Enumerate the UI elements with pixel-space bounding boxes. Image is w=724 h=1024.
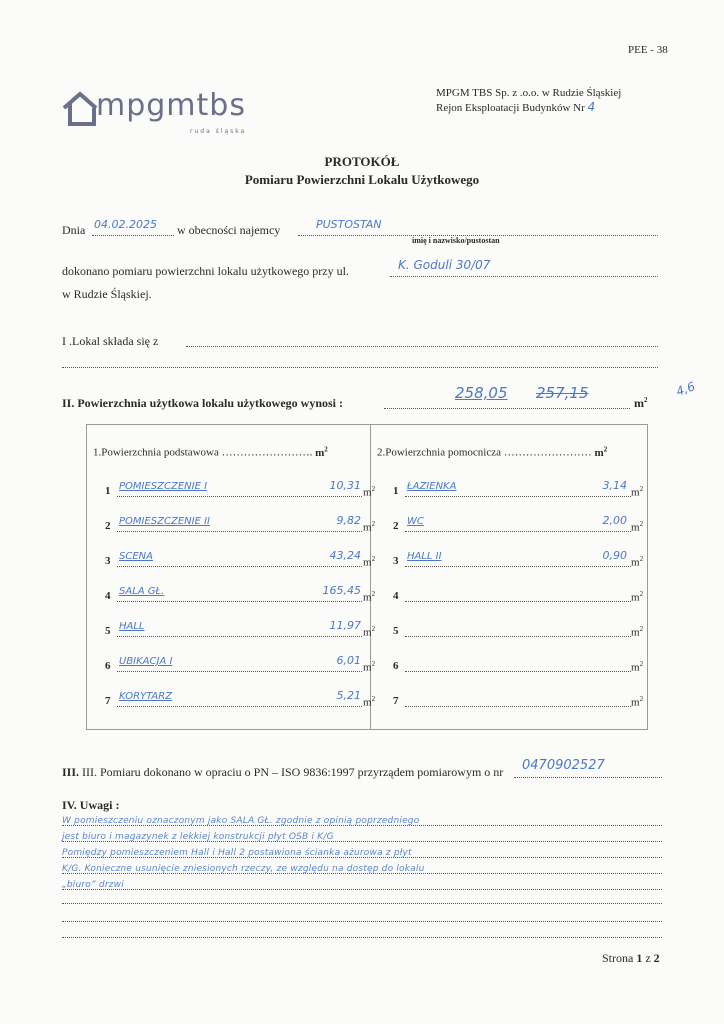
row-number: 5	[393, 625, 399, 637]
doc-title: PROTOKÓŁ	[324, 154, 400, 169]
basic_area-row	[105, 586, 383, 606]
room-area: 9,82	[336, 514, 361, 527]
aux_area-row	[393, 621, 651, 641]
logo-subtext: ruda śląska	[190, 128, 247, 135]
measure-label: dokonano pomiaru powierzchni lokalu użytkowego przy ul.	[62, 264, 349, 278]
room-area: 6,01	[336, 654, 361, 667]
basic_area-row	[105, 551, 383, 571]
row-number: 5	[105, 625, 111, 637]
row-number: 3	[105, 555, 111, 567]
area-unit: $m^2$	[631, 590, 644, 604]
aux_area-row	[393, 516, 651, 536]
doc-subtitle: Pomiaru Powierzchni Lokalu Użytkowego	[244, 172, 480, 187]
room-name: ŁAZIENKA	[407, 481, 457, 492]
struck-area-value: 257,15	[536, 384, 589, 402]
room-area: 11,97	[329, 619, 361, 632]
area-unit: $m^2$	[631, 625, 644, 639]
remark-line: Pomiędzy pomieszczeniem Hall i Hall 2 postawiona ścianka ażurowa z płyt	[62, 844, 662, 858]
tenant-value: PUSTOSTAN	[316, 218, 382, 231]
row-number: 1	[105, 485, 111, 497]
area-unit: $m^2$	[631, 520, 644, 534]
aux-area-header: 2.Powierzchnia pomocnicza …………………… $m^2$	[377, 445, 608, 459]
row-number: 4	[105, 590, 111, 602]
area-table	[86, 424, 648, 730]
room-name: UBIKACJA I	[119, 656, 173, 667]
total-area-value: 258,05	[455, 384, 508, 402]
aux_area-row	[393, 691, 651, 711]
room-name: HALL II	[407, 551, 442, 562]
row-number: 4	[393, 590, 399, 602]
aux_area-row	[393, 551, 651, 571]
remark-line: W pomieszczeniu oznaczonym jako SALA GŁ. zgodnie z opinią poprzedniego	[62, 812, 662, 826]
row-number: 2	[393, 520, 399, 532]
street-value: K. Goduli 30/07	[398, 258, 491, 272]
row-number: 6	[393, 660, 399, 672]
room-name: SALA GŁ.	[119, 586, 165, 597]
room-name: WC	[407, 516, 424, 527]
basic_area-row	[105, 621, 383, 641]
room-area: 3,14	[602, 479, 627, 492]
area-unit: $m^2$	[363, 660, 376, 674]
area-unit: $m^2$	[631, 695, 644, 709]
aux_area-row	[393, 586, 651, 606]
section2-label: II. Powierzchnia użytkowa lokalu użytkowego wynosi :	[62, 396, 344, 410]
area-unit: $m^2$	[363, 485, 376, 499]
room-name: KORYTARZ	[119, 691, 173, 702]
room-area: 2,00	[602, 514, 627, 527]
area-unit: $m^2$	[363, 695, 376, 709]
section3-label: III. III. Pomiaru dokonano w opraciu o PN – ISO 9836:1997 przyrządem pomiarowym o nr	[62, 765, 504, 779]
aux_area-row	[393, 481, 651, 501]
logo	[60, 88, 260, 136]
row-number: 2	[105, 520, 111, 532]
area-unit: $m^2$	[363, 625, 376, 639]
room-name: POMIESZCZENIE II	[119, 516, 210, 527]
remark-line: jest biuro i magazynek z lekkiej konstrukcji płyt OSB i K/G	[62, 828, 662, 842]
form-code: PEE - 38	[628, 44, 668, 56]
room-name: POMIESZCZENIE I	[119, 481, 208, 492]
region-number: 4	[587, 100, 596, 114]
room-name: HALL	[119, 621, 145, 632]
basic_area-row	[105, 516, 383, 536]
area-unit: $m^2$	[363, 590, 376, 604]
total-area-unit: m	[634, 396, 644, 410]
area-unit: $m^2$	[631, 555, 644, 569]
day-label: Dnia	[62, 223, 86, 237]
area-unit: $m^2$	[363, 520, 376, 534]
presence-label: w obecności najemcy	[177, 223, 281, 237]
room-area: 43,24	[329, 549, 361, 562]
org-block	[436, 86, 621, 115]
remark-line: „biuro” drzwi	[62, 876, 662, 890]
page-indicator: Strona 1 z 2	[602, 951, 660, 965]
section1-label: I .Lokal składa się z	[62, 334, 159, 348]
device-number: 0470902527	[522, 758, 605, 773]
org-line1: MPGM TBS Sp. z .o.o. w Rudzie Śląskiej	[436, 87, 622, 99]
logo-house-icon	[60, 90, 100, 130]
room-area: 0,90	[602, 549, 627, 562]
row-number: 1	[393, 485, 399, 497]
date-value: 04.02.2025	[94, 218, 157, 231]
row-number: 6	[105, 660, 111, 672]
section4-label: IV. Uwagi :	[62, 798, 120, 812]
room-name: SCENA	[119, 551, 153, 562]
area-unit: $m^2$	[363, 555, 376, 569]
area-unit: $m^2$	[631, 660, 644, 674]
row-number: 7	[105, 695, 111, 707]
basic-area-header: 1.Powierzchnia podstawowa ……………………. $m^2$	[93, 445, 328, 459]
org-line2: Rejon Eksploatacji Budynków Nr	[436, 102, 585, 114]
row-number: 3	[393, 555, 399, 567]
tenant-caption: imię i nazwisko/pustostan	[412, 236, 500, 245]
row-number: 7	[393, 695, 399, 707]
margin-note: 4,6	[674, 379, 697, 399]
room-area: 165,45	[322, 584, 361, 597]
basic_area-row	[105, 691, 383, 711]
room-area: 5,21	[336, 689, 361, 702]
city-text: w Rudzie Śląskiej.	[62, 287, 152, 301]
room-area: 10,31	[329, 479, 361, 492]
basic_area-row	[105, 481, 383, 501]
remark-line: K/G. Konieczne usunięcie zniesionych rzeczy, ze względu na dostęp do lokalu	[62, 860, 662, 874]
aux_area-row	[393, 656, 651, 676]
basic_area-row	[105, 656, 383, 676]
logo-text: mpgmtbs	[96, 88, 246, 123]
area-unit: $m^2$	[631, 485, 644, 499]
